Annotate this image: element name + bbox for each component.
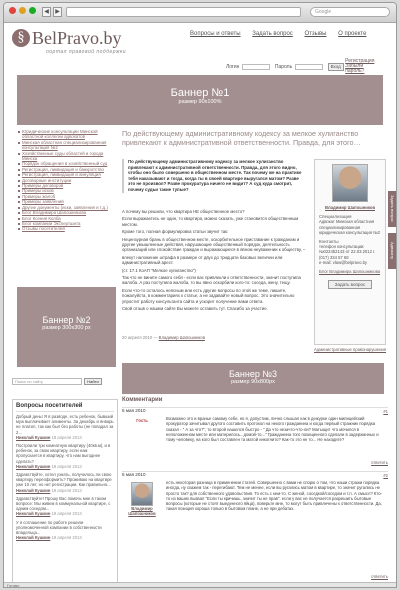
reply-link[interactable]: ответить <box>371 460 388 465</box>
browser-status-bar: Готово <box>4 582 396 588</box>
specialization-value: Адвокат Минская областная специализированная юридическая консультация №2 <box>319 219 380 235</box>
sidebar-item[interactable]: Примеры исков <box>17 188 117 193</box>
sidebar-item[interactable]: Регистрация, ликвидация и банкротство <box>17 167 117 172</box>
comment-author[interactable]: Владимир Шапошников <box>122 482 162 517</box>
banner-2-title: Баннер №2 <box>42 315 91 325</box>
article-paragraph: влекут наложение штрафа в размере от двух до тридцати базовых величин или административный арест. <box>122 254 283 266</box>
author-avatar <box>131 482 153 506</box>
comment-anchor-link[interactable]: #2 <box>383 473 388 478</box>
sidebar-item[interactable]: Договорные институции <box>17 178 117 183</box>
comment-author: Гость <box>136 418 148 423</box>
banner-1-title: Баннер №1 <box>170 87 230 99</box>
sidebar-item[interactable]: Примеры жалоб <box>17 194 117 199</box>
article-paragraph: Так что не вините самого себя - если вас привлекли к ответственности, значит поступила жалоба. А раз поступила жалоба, то вы явно оскорбили кого-то: соседа, жену, тещу. <box>122 275 301 286</box>
nav-about[interactable]: О проекте <box>338 31 367 37</box>
lawyer-profile-card <box>314 159 386 345</box>
zoom-window-icon[interactable] <box>29 7 36 14</box>
ask-question-button[interactable]: Задать вопрос <box>328 280 372 289</box>
site-logo[interactable]: BelPravo.by <box>32 28 122 48</box>
question-item[interactable]: Добрый день! Я в разводе, есть ребенок, бывший муж выплачивает алименты. За декабрь и январь не платил, так как был без работы (не попадал за 2... Николай Кушкин 19 апреля 2013 <box>16 414 114 440</box>
article-byline: 20 апреля 2010 — Владимир Шапошников <box>122 335 205 340</box>
article-date: 20 апреля 2010 <box>122 335 153 340</box>
article-paragraph: Если что-то осталось неясным или есть другие вопросы по этой же теме, пишите, пожалуйста, в комментариях к статье, а не задавайте новый вопрос. Это значительно упростит работу консультанта сайта и ускорит получение вами ответа. <box>122 287 295 304</box>
site-tagline: портал правовой поддержки <box>46 49 127 55</box>
comments-heading: Комментарии <box>122 397 163 403</box>
banner-2-size: размер 300x300 px <box>42 325 91 331</box>
banner-1[interactable] <box>17 75 383 125</box>
specialization-label: Специализация <box>319 214 352 220</box>
sidebar-item[interactable]: Хозяйственные суды областей и города Минска <box>17 151 117 162</box>
sidebar-item[interactable]: Блог Владимира Шапошникова <box>17 210 117 215</box>
lawyer-name[interactable]: Владимир Шапошников <box>324 205 376 210</box>
banner-3[interactable] <box>122 363 384 394</box>
nav-ask-question[interactable]: Задать вопрос <box>252 31 293 37</box>
sidebar-item[interactable]: Юридические консультации Минской областной коллегии адвокатов <box>17 129 117 140</box>
sidebar-item[interactable]: Примеры договоров <box>17 183 117 188</box>
lawyer-blog-link[interactable]: Блог Владимира Шапошникова <box>319 269 381 275</box>
article-title: По действующему административному кодексу за мелкое хулиганство привлекают к административной ответственности. Правда, для этого… <box>122 129 361 147</box>
sidebar-item[interactable]: Блог Ксения Колба <box>17 216 117 221</box>
comment-date: 6 мая 2010 <box>122 472 146 477</box>
banner-3-size: размер 90x800px <box>231 379 275 385</box>
site-search-button[interactable]: Найти <box>84 378 102 385</box>
sidebar-item[interactable]: Отзывы посетителей <box>17 226 117 231</box>
question-item[interactable]: У я соглашение по работе решили уполномоченной компании в собственности владельца... Николай Кушкин 19 апреля 2013 <box>16 519 102 541</box>
sidebar-item[interactable]: Блог компании Экспертшита <box>17 221 117 226</box>
article-paragraph: Кроме того, полная формулировка статьи звучит так: <box>122 229 229 235</box>
article-paragraph: А почему вы решили, что квартира НЕ общественное место? <box>122 209 245 214</box>
comment-item <box>122 471 388 581</box>
password-input[interactable] <box>295 64 323 70</box>
login-button[interactable]: Вход <box>328 63 344 71</box>
article-paragraph: (ст. 17.1 КоАП "Мелкое хулиганство") <box>122 267 196 273</box>
comment-text: есть некоторая разница в применении статей. Совершенно с вами не спорю о том, что наши стражи порядка иногда, ну скажем так - перегибают. Тем не менее, если вы ругались матом в квартире, то значит ругались не просто так? для собственного удовольствия. То есть с кем-то. С женой, соседкой/соседом и т.п. А смысл? Кто-то из ваших вызвал "Если ты кричишь, значит ты не прав". если у вас не получается разрешить бытовые вопросы (которые не стоят выеденного яйца), поверьте мне, то могут быть привлечены к ответственности. Да, такая позиция хороша только в бытовом плане, а не при дебатах. <box>166 480 382 512</box>
browser-search-input[interactable]: Google <box>310 7 390 17</box>
ask-question-side-tab[interactable]: Задать вопрос <box>388 191 396 227</box>
nav-questions-answers[interactable]: Вопросы и ответы <box>190 31 241 37</box>
visitor-questions-title: Вопросы посетителей <box>16 403 114 412</box>
category-link[interactable]: Административные правонарушения <box>314 347 387 352</box>
browser-toolbar <box>4 3 396 23</box>
login-input[interactable] <box>242 64 270 70</box>
article-paragraph: Свой отзыв о нашем сайте Вы можете оставить тут. Спасибо за участие. <box>122 306 268 312</box>
article-body <box>122 209 308 314</box>
question-item[interactable]: Здравствуйте! Прошу Вас помочь мне в таком вопросе: Мы живем в коммунальной квартире, с одним соседом... Николай Кушкин 19 апреля 2013 <box>16 495 111 517</box>
contacts-label: Контакты <box>319 239 339 245</box>
top-navigation <box>190 31 376 37</box>
sidebar-navigation <box>17 129 117 232</box>
license-info: телефон консультации: №022452143 от 22.03.2012 г. <box>319 244 376 255</box>
close-window-icon[interactable] <box>9 7 16 14</box>
minimize-window-icon[interactable] <box>19 7 26 14</box>
banner-2[interactable] <box>17 287 116 367</box>
reply-link[interactable]: ответить <box>371 574 388 579</box>
visitor-questions-panel <box>12 399 118 587</box>
login-label: Логин <box>226 63 240 70</box>
sidebar-item[interactable]: Другие документы (иски, заявления и т.д.) <box>17 205 117 210</box>
site-search-input[interactable]: Поиск по сайту <box>12 378 82 385</box>
comment-item <box>122 407 388 467</box>
login-form <box>226 59 375 74</box>
register-link[interactable]: Регистрация Забыли пароль? <box>345 58 375 74</box>
browser-window <box>3 2 397 588</box>
article-paragraph: Нецензурная брань в общественном месте, оскорбительное приставание к гражданам и другие умышленные действия, нарушающие общественный порядок, деятельность организаций или спокойствие граждан и выражающиеся в явном неуважении к обществу, – <box>122 236 306 253</box>
banner-3-title: Баннер №3 <box>228 369 278 379</box>
forward-icon[interactable]: ▶ <box>53 7 62 17</box>
comment-anchor-link[interactable]: #1 <box>383 409 388 414</box>
address-bar[interactable] <box>66 7 301 17</box>
article-question: По действующему административному кодексу за мелкое хулиганство привлекают к административной ответственности. Правда, для этого видно, чтобы оно было совершено в общественном месте. Так почему же на практике тебя наказывают и тогда, когда ты в своей квартире выругался матом? Разве это не произвол? Разве прокуратура ничего не видит? А суд куда смотрит, почему судьи такие тупые? <box>122 159 306 193</box>
sidebar-item[interactable]: Порядок обращения в хозяйственный суд <box>17 161 117 166</box>
logo-icon[interactable]: § <box>12 29 30 47</box>
password-label: Пароль <box>274 63 293 70</box>
phone-number: (017) 334 57 68 <box>319 254 349 260</box>
comment-text: Возможно это и вранье самому себе, но я, допустим, лично слышал как в дежурке один милицейский прокуратор зачитывал другого составить протокол на некого гражданина и когда первый стражник порядка сказал - " А за что?", то второй нашелся быстро - " Да что незачто-что-ли? Матыщит что мочился в неположенном месте или материлось...домой-то..." Гражданина того похищенного сделали в задержанных и тому человеку, на кого был составлен та матой инкогнито? Как-то это не то... Не находите? <box>166 416 379 443</box>
sidebar-item[interactable]: Примеры заявлений <box>17 199 117 204</box>
back-icon[interactable]: ◀ <box>42 7 51 17</box>
question-item[interactable]: Здравствуйте, хотел узнать, получилось ли свою квартиру переоформить? Проживаю на квартире уже 10 лет, но нет регистрации. Как правильно... Николай Кушкин 19 апреля 2013 <box>16 472 112 493</box>
nav-reviews[interactable]: Отзывы <box>304 31 327 37</box>
sidebar-item[interactable]: Минская областная специализированная консультация №2 <box>17 140 117 151</box>
email-address: e-mail: vlaw@belpravo.by <box>319 259 368 265</box>
lawyer-side-tab[interactable]: Адвокату <box>388 233 396 269</box>
article-author-link[interactable]: Владимир Шапошников <box>158 335 205 340</box>
lawyer-photo <box>332 164 368 202</box>
sidebar-item[interactable]: Регистрация, ликвидация и аннуляция <box>17 172 117 177</box>
web-page <box>4 23 396 588</box>
comment-date: 6 мая 2010 <box>122 408 146 413</box>
banner-1-size: размер 90x100% <box>178 99 222 105</box>
article-paragraph: Если выражаетесь не один, то квартира, можно сказать, уже становится общественным местом. <box>122 216 299 227</box>
question-item[interactable]: Построили три комнатную квартиру (40кв.м), и в ребенок, за свою квартиру, если нам пропускается в квартиру, что нам выгоднее сделать? Николай Кушкин 19 апреля 2013 <box>16 443 111 469</box>
